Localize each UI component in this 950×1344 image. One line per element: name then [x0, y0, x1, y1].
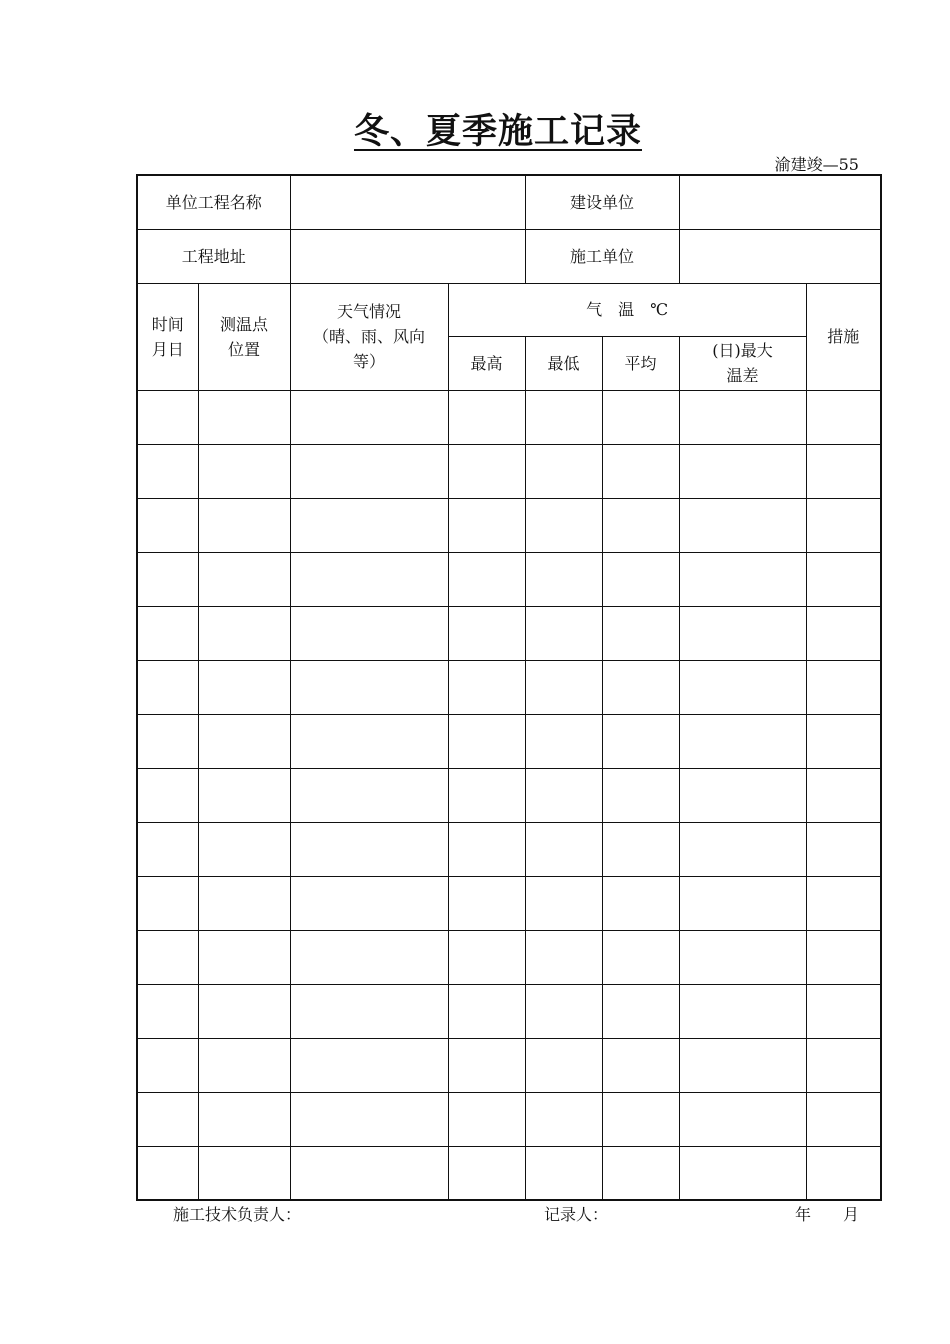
table-cell[interactable]	[198, 1038, 290, 1092]
table-cell[interactable]	[679, 552, 806, 606]
table-cell[interactable]	[602, 768, 679, 822]
table-cell[interactable]	[806, 390, 881, 444]
table-cell[interactable]	[602, 930, 679, 984]
record-table	[136, 174, 882, 1201]
table-cell[interactable]	[525, 1092, 602, 1146]
table-cell[interactable]	[806, 876, 881, 930]
table-cell[interactable]	[198, 498, 290, 552]
table-cell[interactable]	[679, 1092, 806, 1146]
contractor-label: 施工单位	[525, 229, 679, 283]
table-cell[interactable]	[137, 390, 198, 444]
column-header-measures: 措施	[806, 283, 881, 390]
address-field[interactable]	[290, 229, 525, 283]
table-row	[137, 984, 881, 1038]
table-cell[interactable]	[602, 714, 679, 768]
column-header-diff: (日)最大 温差	[679, 336, 806, 390]
table-cell[interactable]	[198, 930, 290, 984]
table-cell[interactable]	[679, 930, 806, 984]
table-cell[interactable]	[290, 1092, 448, 1146]
table-cell[interactable]	[290, 822, 448, 876]
table-cell[interactable]	[137, 660, 198, 714]
table-cell[interactable]	[448, 930, 525, 984]
table-cell[interactable]	[290, 714, 448, 768]
table-cell[interactable]	[137, 1038, 198, 1092]
table-cell[interactable]	[290, 768, 448, 822]
contractor-field[interactable]	[679, 229, 881, 283]
form-code: 渝建竣—55	[774, 155, 859, 174]
table-cell[interactable]	[679, 768, 806, 822]
project-name-label: 单位工程名称	[137, 175, 290, 229]
table-row	[137, 876, 881, 930]
table-cell[interactable]	[602, 984, 679, 1038]
table-cell[interactable]	[198, 714, 290, 768]
table-row	[137, 606, 881, 660]
table-cell[interactable]	[602, 552, 679, 606]
table-cell[interactable]	[806, 660, 881, 714]
table-cell[interactable]	[290, 1038, 448, 1092]
table-cell[interactable]	[806, 822, 881, 876]
table-cell[interactable]	[290, 390, 448, 444]
table-cell[interactable]	[290, 552, 448, 606]
column-header-min: 最低	[525, 336, 602, 390]
table-row	[137, 552, 881, 606]
table-cell[interactable]	[198, 606, 290, 660]
table-cell[interactable]	[679, 1038, 806, 1092]
table-cell[interactable]	[137, 1092, 198, 1146]
table-cell[interactable]	[137, 714, 198, 768]
table-cell[interactable]	[290, 876, 448, 930]
address-label: 工程地址	[137, 229, 290, 283]
table-cell[interactable]	[448, 768, 525, 822]
table-cell[interactable]	[290, 498, 448, 552]
table-cell[interactable]	[137, 930, 198, 984]
table-cell[interactable]	[806, 444, 881, 498]
table-cell[interactable]	[679, 1146, 806, 1200]
table-cell[interactable]	[806, 984, 881, 1038]
table-cell[interactable]	[806, 498, 881, 552]
table-cell[interactable]	[448, 1092, 525, 1146]
table-row	[137, 1092, 881, 1146]
table-cell[interactable]	[806, 930, 881, 984]
table-cell[interactable]	[679, 606, 806, 660]
table-row	[137, 660, 881, 714]
table-cell[interactable]	[525, 714, 602, 768]
table-cell[interactable]	[290, 444, 448, 498]
table-cell[interactable]	[602, 390, 679, 444]
table-cell[interactable]	[198, 660, 290, 714]
table-cell[interactable]	[137, 498, 198, 552]
table-cell[interactable]	[602, 1146, 679, 1200]
table-cell[interactable]	[525, 444, 602, 498]
tech-lead-signature-label: 施工技术负责人：	[173, 1205, 302, 1224]
table-cell[interactable]	[602, 876, 679, 930]
table-cell[interactable]	[679, 444, 806, 498]
table-cell[interactable]	[602, 498, 679, 552]
table-cell[interactable]	[448, 714, 525, 768]
table-row	[137, 444, 881, 498]
table-cell[interactable]	[448, 606, 525, 660]
table-cell[interactable]	[137, 984, 198, 1038]
column-header-position: 测温点 位置	[198, 283, 290, 390]
table-cell[interactable]	[137, 552, 198, 606]
table-cell[interactable]	[602, 606, 679, 660]
table-cell[interactable]	[198, 768, 290, 822]
table-cell[interactable]	[448, 1146, 525, 1200]
table-cell[interactable]	[806, 606, 881, 660]
table-cell[interactable]	[525, 606, 602, 660]
table-cell[interactable]	[448, 822, 525, 876]
table-cell[interactable]	[290, 606, 448, 660]
table-cell[interactable]	[137, 1146, 198, 1200]
table-cell[interactable]	[679, 498, 806, 552]
table-row	[137, 714, 881, 768]
table-cell[interactable]	[290, 984, 448, 1038]
table-row	[137, 390, 881, 444]
table-cell[interactable]	[137, 822, 198, 876]
table-cell[interactable]	[448, 876, 525, 930]
table-cell[interactable]	[137, 876, 198, 930]
table-cell[interactable]	[525, 876, 602, 930]
builder-label: 建设单位	[525, 175, 679, 229]
column-header-weather: 天气情况 （晴、雨、风向 等）	[290, 283, 448, 390]
table-cell[interactable]	[448, 390, 525, 444]
document-title: 冬、夏季施工记录	[353, 111, 642, 152]
table-row	[137, 498, 881, 552]
table-cell[interactable]	[602, 1038, 679, 1092]
builder-field[interactable]	[679, 175, 881, 229]
table-cell[interactable]	[448, 498, 525, 552]
table-cell[interactable]	[198, 1146, 290, 1200]
table-cell[interactable]	[806, 1092, 881, 1146]
table-cell[interactable]	[806, 768, 881, 822]
table-cell[interactable]	[525, 552, 602, 606]
table-cell[interactable]	[198, 390, 290, 444]
date-label: 年 月	[795, 1205, 860, 1224]
table-cell[interactable]	[602, 444, 679, 498]
table-cell[interactable]	[137, 444, 198, 498]
table-cell[interactable]	[525, 822, 602, 876]
table-cell[interactable]	[679, 876, 806, 930]
table-cell[interactable]	[448, 1038, 525, 1092]
table-row	[137, 1146, 881, 1200]
table-cell[interactable]	[137, 606, 198, 660]
table-cell[interactable]	[602, 660, 679, 714]
table-cell[interactable]	[198, 876, 290, 930]
table-cell[interactable]	[679, 660, 806, 714]
column-header-max: 最高	[448, 336, 525, 390]
table-cell[interactable]	[679, 390, 806, 444]
table-cell[interactable]	[198, 444, 290, 498]
table-cell[interactable]	[290, 660, 448, 714]
table-cell[interactable]	[679, 714, 806, 768]
table-cell[interactable]	[198, 1092, 290, 1146]
data-rows	[137, 390, 881, 1200]
table-cell[interactable]	[198, 822, 290, 876]
table-cell[interactable]	[525, 390, 602, 444]
project-name-field[interactable]	[290, 175, 525, 229]
column-header-temperature: 气 温 ℃	[448, 283, 806, 336]
table-cell[interactable]	[806, 1038, 881, 1092]
table-cell[interactable]	[448, 552, 525, 606]
table-cell[interactable]	[448, 444, 525, 498]
column-header-date: 时间 月日	[137, 283, 198, 390]
table-cell[interactable]	[806, 714, 881, 768]
table-cell[interactable]	[525, 984, 602, 1038]
table-row	[137, 822, 881, 876]
table-cell[interactable]	[806, 1146, 881, 1200]
table-row	[137, 768, 881, 822]
table-cell[interactable]	[525, 768, 602, 822]
table-cell[interactable]	[602, 822, 679, 876]
table-cell[interactable]	[525, 660, 602, 714]
table-cell[interactable]	[448, 984, 525, 1038]
table-row	[137, 1038, 881, 1092]
table-cell[interactable]	[290, 930, 448, 984]
table-cell[interactable]	[525, 1038, 602, 1092]
table-cell[interactable]	[525, 930, 602, 984]
table-cell[interactable]	[137, 768, 198, 822]
table-cell[interactable]	[525, 498, 602, 552]
table-row	[137, 930, 881, 984]
table-cell[interactable]	[679, 984, 806, 1038]
table-cell[interactable]	[290, 1146, 448, 1200]
table-cell[interactable]	[602, 1092, 679, 1146]
table-cell[interactable]	[198, 984, 290, 1038]
recorder-signature-label: 记录人：	[544, 1205, 609, 1224]
table-cell[interactable]	[448, 660, 525, 714]
table-cell[interactable]	[525, 1146, 602, 1200]
table-cell[interactable]	[806, 552, 881, 606]
column-header-avg: 平均	[602, 336, 679, 390]
table-cell[interactable]	[198, 552, 290, 606]
table-cell[interactable]	[679, 822, 806, 876]
